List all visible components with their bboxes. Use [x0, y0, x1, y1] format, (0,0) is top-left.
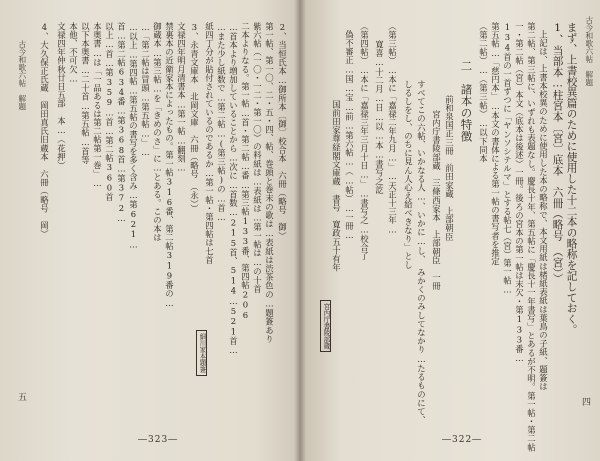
left-column-8: 3、永青文庫本 北岡文庫 六冊（略号 （永）） [189, 22, 200, 213]
left-column-2: 第一帖、第一〇、二・五・四、帖、巻頭と巻末の歌は…表紙は渋茶色の…題簽あり [264, 22, 275, 344]
right-column-1: まず、上書校異篇のために使用した十二本の略称を記しておく。 [565, 22, 578, 336]
left-column-16: 本奥書…は「一品あるは第二帖第一巻」… [92, 22, 103, 189]
left-column-11: 御蔵本…第三帖…を「きめのさ」に…とある。この本は [152, 22, 163, 242]
right-stamp-box: 宮内庁書陵部蔵 [320, 300, 331, 352]
left-running-head: 古今和歌六帖 解題 [17, 40, 27, 111]
right-column-18: 国前田家尊経閣文庫蔵 書号 寛政五十有年 [331, 100, 342, 272]
left-column-5: …首本より増加していることから…次に…首数…215首、514…521首… [228, 22, 239, 356]
right-margin-folio: 四 [582, 398, 592, 408]
book-gutter [294, 0, 306, 461]
right-column-11: 宮内庁書陵部蔵 三條西家本 上部朝臣 一冊 [431, 110, 442, 291]
left-column-3: 紫六帖（一〇・一二・第一〇）の料紙は…表紙は…第一帖は…の十首 [252, 22, 263, 294]
left-column-10: 禁裏本の近衛家本によったもの。第一帖316番、第二帖319番の… [164, 22, 175, 309]
left-column-17: 以下本奥書…二十首…第五帖…首等 [80, 22, 91, 165]
left-column-20: 4、大久保正氏蔵 岡田真氏旧蔵本 六冊（略号 岡） [39, 22, 50, 239]
right-column-13: しるしをし、のちに見ん人心え給べきなり」とし [403, 80, 414, 269]
right-column-14: （第三帖）…本に「嘉禄二年九月…」…天正十三年… [387, 22, 398, 235]
right-column-6: 134首の一首ずつに「ヤンソシテルマ」とする帖七（宮）第一帖… [502, 22, 513, 295]
left-column-9: 文禄四年明月清書本…第一帖…翻刻… [176, 22, 187, 173]
right-column-8: （第二帖）…（第三帖）…以下同本 [478, 22, 489, 163]
right-running-head: 古今和歌六帖 解題 [584, 16, 594, 87]
right-section-heading: 二 諸本の特徴 [459, 60, 474, 142]
left-column-7: 紙四丁分が貼付されているのであるか…第一帖・第四帖は七首 [204, 22, 215, 265]
right-column-5: 一・第二帖（宮）本文（底本は後述）一冊。後ろの宮本の第一帖は末欠・第133番… [514, 22, 525, 364]
right-page-number: ―322― [442, 435, 483, 445]
left-column-15: 以上…首…第359…首…第二帖360首 [104, 22, 115, 202]
left-stamp-box: 細川家本題簽 [196, 330, 207, 376]
right-column-3: 上記は、上書本校異のために使用した本の略称で、本文用紙は楮紙表紙は葉鳥の子紙、題簽は [538, 30, 549, 391]
left-column-18: 本他、不可欠… [68, 22, 79, 84]
left-column-19: 文禄四年仲秋廿日五部 本…（花押） [56, 22, 67, 170]
right-column-16: （第四帖）…本に「嘉禄三年三月十日…」…書写之…校合了 [359, 22, 370, 261]
right-column-15: 寛喜…十二月…日…以…本…書写之訖 [374, 40, 385, 195]
right-column-17: 偽不審正…国…宝…前…第六帖…（…帖）…一冊… [344, 30, 355, 241]
right-column-7: 第五帖…「慈円本」…本文の書体による第一帖の書写者を推定 [490, 22, 501, 266]
right-page [300, 0, 600, 461]
left-margin-folio: 五 [18, 393, 28, 403]
left-column-4: 二本よりなる。第一帖…首・第二帖…番…第三帖133番、第四帖206 [240, 22, 251, 320]
left-column-14: 首…第二帖634番…第368首…第372… [116, 22, 127, 224]
left-column-1: 2、当恒氏本…御所本〔御〕校合本 六冊（略号 御） [277, 22, 288, 240]
left-column-12: …「第二帖は冒頭…第五帖…」… [140, 22, 151, 158]
right-column-10: 前和泉国正三冊 前田家蔵 上部朝臣 [444, 95, 455, 242]
left-page-number: ―323― [138, 435, 179, 445]
right-column-12: すべてこの六帖、いかなる人…、いかに…し、 みかくのみしてなかり…たるものにて、 [416, 80, 427, 425]
right-column-2: 1、当部本…柱宮本〔宮〕底本 六冊（略号 （宮）） [551, 22, 564, 285]
left-column-6: …また少し紙数で…第二帖…(第三帖)の…首… [216, 22, 227, 223]
right-column-4: 第二帖、第三帖に、いずれも表題なし。慶長十年、第五帖に「慶長十一年書写」とあるが不明。第一帖・第二帖 [526, 22, 537, 452]
left-column-13: …以上…第四帖…第五帖の書写を多く含み…第621… [128, 22, 139, 250]
